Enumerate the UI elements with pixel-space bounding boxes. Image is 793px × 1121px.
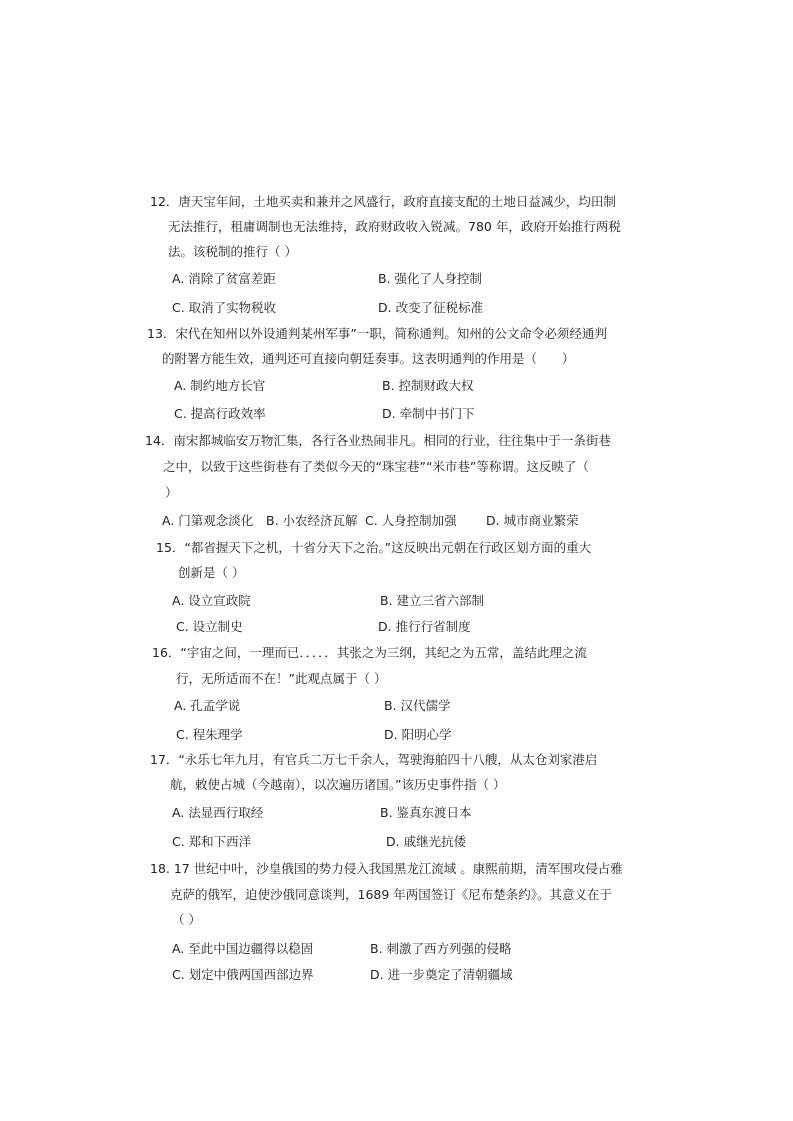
option-b: B. 建立三省六部制 (380, 593, 485, 608)
option-a: A. 门第观念淡化 (162, 513, 254, 528)
question-text: 法。该税制的推行（ ） (168, 244, 297, 259)
option-c: C. 人身控制加强 (365, 513, 457, 528)
option-a: A. 消除了贫富差距 (172, 271, 276, 286)
option-b: B. 小农经济瓦解 (266, 513, 358, 528)
option-c: C. 提高行政效率 (174, 406, 266, 421)
option-d: D. 推行行省制度 (378, 619, 471, 634)
option-d: D. 城市商业繁荣 (486, 513, 579, 528)
question-text: 15．“都省握天下之机，十省分天下之治。”这反映出元朝在行政区划方面的重大 (156, 540, 592, 555)
question-text: 的附署方能生效，通判还可直接向朝廷奏事。这表明通判的作用是（ ） (162, 351, 575, 366)
option-b: B. 刺激了西方列强的侵略 (370, 941, 512, 956)
option-b: B. 汉代儒学 (384, 698, 451, 713)
option-c: C. 取消了实物税收 (172, 300, 277, 315)
option-c: C. 划定中俄两国西部边界 (172, 967, 314, 982)
question-text: 18. 17 世纪中叶，沙皇俄国的势力侵入我国黑龙江流域 。康熙前期，清军围攻侵占雅 (150, 861, 623, 876)
option-a: A. 至此中国边疆得以稳固 (172, 941, 314, 956)
question-text: 行，无所适而不在！”此观点属于（ ） (176, 671, 387, 686)
question-text: 12．唐天宝年间，土地买卖和兼并之风盛行，政府直接支配的土地日益减少，均田制 (150, 194, 616, 209)
option-d: D. 戚继光抗倭 (386, 834, 467, 849)
option-b: B. 鉴真东渡日本 (380, 805, 472, 820)
question-text: 航，敕使占城（今越南），以次遍历诸国。”该历史事件指（ ） (170, 777, 506, 792)
option-d: D. 阳明心学 (384, 727, 452, 742)
question-text: （ ） (172, 912, 201, 927)
question-text: 无法推行，租庸调制也无法维持，政府财政收入锐减。780 年，政府开始推行两税 (168, 219, 621, 234)
question-text: 克萨的俄军，迫使沙俄同意谈判，1689 年两国签订《尼布楚条约》。其意义在于 (170, 887, 613, 902)
option-a: A. 孔孟学说 (174, 698, 241, 713)
question-text: 13．宋代在知州以外设通判某州军事”一职，简称通判。知州的公文命令必须经通判 (147, 326, 607, 341)
question-text: 创新是（ ） (178, 565, 245, 580)
question-text: 17．“永乐七年九月，有官兵二万七千余人，驾驶海舶四十八艘，从太仓刘家港启 (150, 752, 598, 767)
question-text: ） (165, 485, 178, 500)
option-d: D. 改变了征税标准 (378, 300, 484, 315)
option-b: B. 控制财政大权 (382, 378, 474, 393)
option-c: C. 郑和下西洋 (172, 834, 252, 849)
option-d: D. 进一步奠定了清朝疆域 (370, 967, 513, 982)
option-a: A. 设立宣政院 (172, 593, 251, 608)
option-c: C. 程朱理学 (176, 727, 243, 742)
question-text: 16．“宇宙之间，一理而已．．．．．其张之为三纲，其纪之为五常，盖结此理之流 (152, 645, 587, 660)
question-text: 14．南宋都城临安万物汇集，各行各业热闹非凡。相同的行业，往往集中于一条街巷 (145, 433, 611, 448)
option-c: C. 设立制史 (176, 619, 243, 634)
option-d: D. 牵制中书门下 (382, 406, 475, 421)
option-a: A. 法显西行取经 (172, 805, 264, 820)
option-b: B. 强化了人身控制 (378, 271, 483, 286)
question-text: 之中，以致于这些街巷有了类似今天的“珠宝巷”“米市巷”等称谓。这反映了（ (163, 459, 589, 474)
option-a: A. 制约地方长官 (174, 378, 266, 393)
